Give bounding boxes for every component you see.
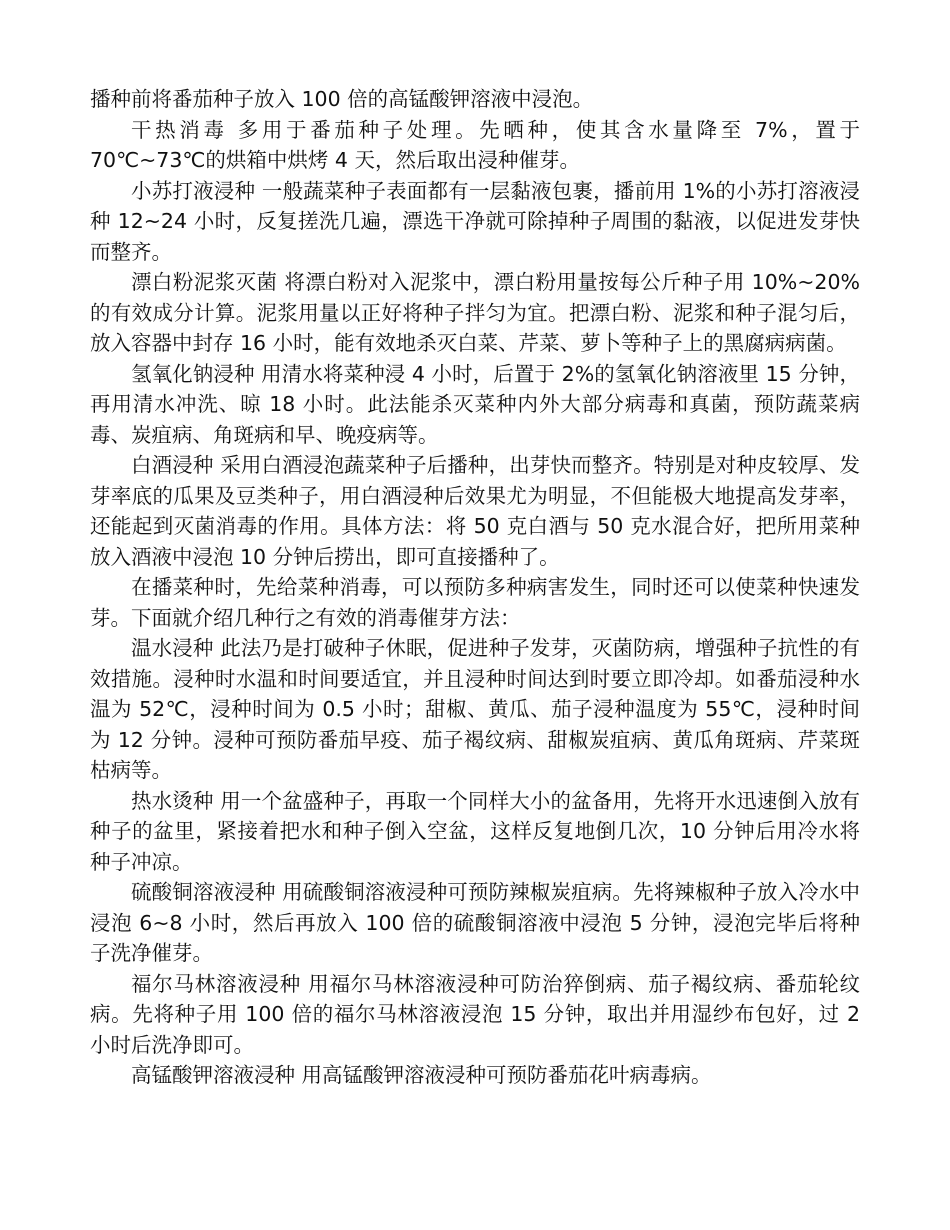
paragraph-liquor-soak: 白酒浸种 采用白酒浸泡蔬菜种子后播种，出芽快而整齐。特别是对种皮较厚、发芽率底的瓜果及豆类种子，用白酒浸种后效果尤为明显，不但能极大地提高发芽率，还能起到灭菌消毒的作用。具体方法：将 50 克白酒与 50 克水混合好，把所用菜种放入酒液中浸泡 10 分钟后捞出，即可直接播种了。 bbox=[90, 453, 860, 569]
paragraph-baking-soda-soak: 小苏打液浸种 一般蔬菜种子表面都有一层黏液包裹，播前用 1%的小苏打溶液浸种 12~24 小时，反复搓洗几遍，漂选干净就可除掉种子周围的黏液，以促进发芽快而整齐。 bbox=[90, 178, 860, 264]
paragraph-intro-methods: 在播菜种时，先给菜种消毒，可以预防多种病害发生，同时还可以使菜种快速发芽。下面就介绍几种行之有效的消毒催芽方法： bbox=[90, 575, 860, 630]
paragraph-permanganate-soak: 高锰酸钾溶液浸种 用高锰酸钾溶液浸种可预防番茄花叶病毒病。 bbox=[131, 1063, 712, 1087]
paragraph-copper-sulfate-soak: 硫酸铜溶液浸种 用硫酸铜溶液浸种可预防辣椒炭疽病。先将辣椒种子放入冷水中浸泡 6~8 小时，然后再放入 100 倍的硫酸铜溶液中浸泡 5 分钟，浸泡完毕后将种子洗净催芽。 bbox=[90, 880, 860, 965]
paragraph-1: 播种前将番茄种子放入 100 倍的高锰酸钾溶液中浸泡。 bbox=[90, 87, 594, 111]
paragraph-hot-water-scald: 热水烫种 用一个盆盛种子，再取一个同样大小的盆备用，先将开水迅速倒入放有种子的盆里，紧接着把水和种子倒入空盆，这样反复地倒几次，10 分钟后用冷水将种子冲凉。 bbox=[90, 788, 860, 874]
paragraph-formalin-soak: 福尔马林溶液浸种 用福尔马林溶液浸种可防治猝倒病、茄子褐纹病、番茄轮纹病。先将种子用 100 倍的福尔马林溶液浸泡 15 分钟，取出并用湿纱布包好，过 2 小时后洗净即可。 bbox=[90, 971, 860, 1057]
paragraph-bleach-mud-sterilization: 漂白粉泥浆灭菌 将漂白粉对入泥浆中，漂白粉用量按每公斤种子用 10%~20%的有效成分计算。泥浆用量以正好将种子拌匀为宜。把漂白粉、泥浆和种子混匀后，放入容器中封存 16 小时，能有效地杀灭白菜、芹菜、萝卜等种子上的黑腐病病菌。 bbox=[90, 270, 860, 355]
paragraph-warm-water-soak: 温水浸种 此法乃是打破种子休眠，促进种子发芽，灭菌防病，增强种子抗性的有效措施。浸种时水温和时间要适宜，并且浸种时间达到时要立即冷却。如番茄浸种水温为 52℃，浸种时间为 0.5 小时；甜椒、黄瓜、茄子浸种温度为 55℃，浸种时间为 12 分钟。浸种可预防番茄早疫、茄子褐纹病、甜椒炭疽病、黄瓜角斑病、芹菜斑枯病等。 bbox=[90, 636, 860, 782]
document-page bbox=[90, 84, 860, 1091]
paragraph-sodium-hydroxide-soak: 氢氧化钠浸种 用清水将菜种浸 4 小时，后置于 2%的氢氧化钠溶液里 15 分钟，再用清水冲洗、晾 18 小时。此法能杀灭菜种内外大部分病毒和真菌，预防蔬菜病毒、炭疽病、角斑病和早、晚疫病等。 bbox=[90, 361, 860, 447]
paragraph-dry-heat-disinfection: 干热消毒 多用于番茄种子处理。先晒种，使其含水量降至 7%，置于 70℃~73℃的烘箱中烘烤 4 天，然后取出浸种催芽。 bbox=[90, 117, 860, 172]
